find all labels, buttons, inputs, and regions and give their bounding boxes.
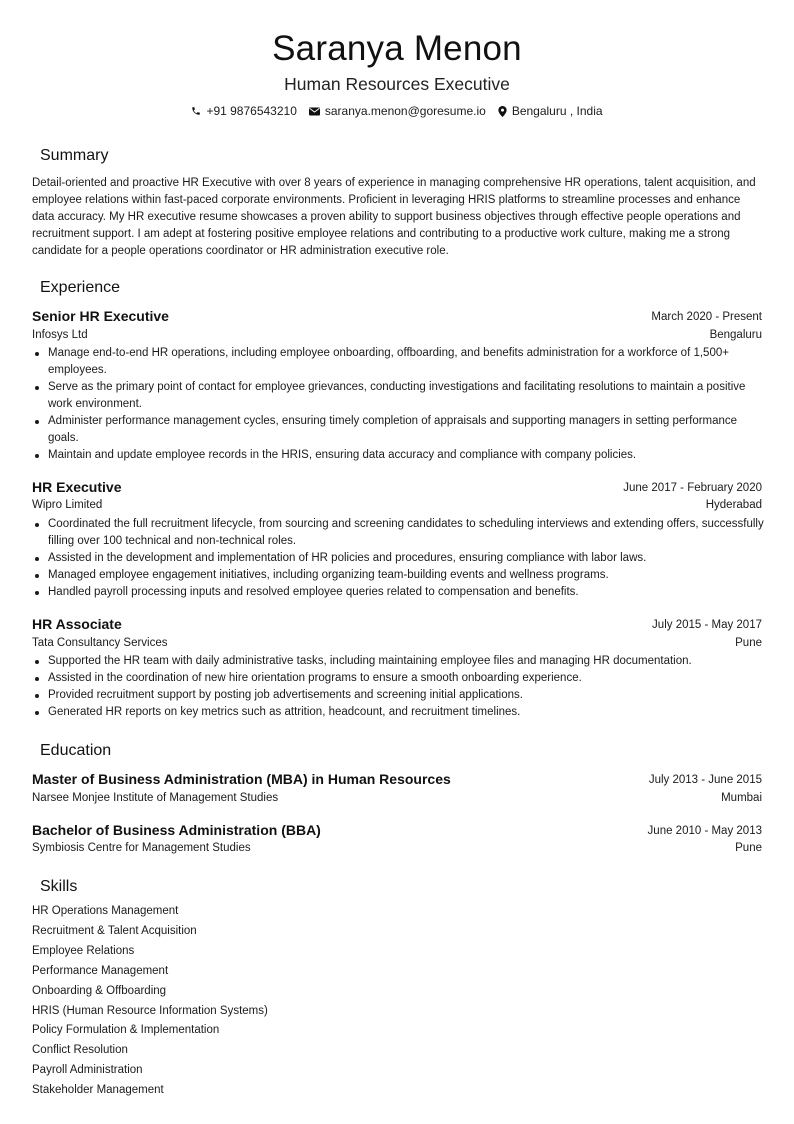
skill-item: HR Operations Management [32, 905, 179, 917]
job-company: Tata Consultancy Services [32, 637, 168, 649]
skill-item: Employee Relations [32, 944, 135, 957]
resume-header [0, 28, 794, 119]
job-location: Hyderabad [705, 499, 762, 511]
skills-heading: Skills [40, 878, 78, 895]
job-bullet: Generated HR reports on key metrics such as attrition, headcount, and recruitment timelines. [32, 704, 764, 721]
job-title: Senior HR Executive [32, 308, 169, 324]
contact-location [498, 103, 603, 119]
location-text: Bengaluru , India [511, 104, 603, 118]
job-bullet: Assisted in the development and implementation of HR policies and procedures, ensuring compliance with labor laws. [32, 550, 764, 567]
job-bullet: Provided recruitment support by posting job advertisements and screening initial applications. [32, 687, 764, 704]
job-date: March 2020 - Present [651, 311, 762, 323]
skill-item: Payroll Administration [32, 1064, 143, 1077]
school-location: Pune [735, 842, 762, 854]
job-bullet-list [32, 516, 764, 601]
job-date: June 2017 - February 2020 [623, 482, 762, 494]
job-title: HR Executive [32, 479, 122, 495]
job-bullet: Serve as the primary point of contact for employee grievances, conducting investigations and facilitating resolutions to maintain a positive work environment. [32, 379, 764, 413]
job-bullet-list [32, 345, 764, 464]
contact-email [309, 103, 486, 119]
education-heading: Education [40, 742, 112, 759]
location-pin-icon [498, 106, 507, 117]
job-bullet-list [32, 653, 764, 721]
job-location: Bengaluru [709, 329, 762, 341]
envelope-icon [309, 107, 320, 116]
job-company: Infosys Ltd [32, 329, 88, 341]
skill-item: Stakeholder Management [32, 1084, 164, 1097]
job-location: Pune [735, 637, 762, 649]
degree-title: Master of Business Administration (MBA) in Human Resources [32, 771, 451, 787]
summary-heading: Summary [40, 147, 109, 164]
job-date: July 2015 - May 2017 [652, 619, 762, 631]
phone-number: +91 9876543210 [206, 104, 297, 118]
summary-text: Detail-oriented and proactive HR Executive with over 8 years of experience in managing comprehensive HR operations, talent acquisition, and employee relations within fast-paced corporate environments. Proficient in leveraging HRIS platforms to streamline processes and enhance data accuracy. My HR executive resume showcases a proven ability to support business objectives through effective people operations and recruitment support. I am adept at fostering positive employee relations and contributing to a productive work culture, making me a strong candidate for a people operations coordinator or HR administration executive role. [32, 177, 756, 257]
candidate-name: Saranya Menon [272, 29, 522, 68]
contact-line [0, 103, 794, 119]
school-name: Symbiosis Centre for Management Studies [32, 842, 251, 854]
skill-item: Conflict Resolution [32, 1044, 128, 1057]
job-bullet: Coordinated the full recruitment lifecycle, from sourcing and screening candidates to scheduling interviews and extending offers, successfully filling over 100 technical and non-technical roles. [32, 516, 764, 550]
school-name: Narsee Monjee Institute of Management Studies [32, 792, 279, 804]
education-date: July 2013 - June 2015 [648, 774, 762, 786]
job-bullet: Assisted in the coordination of new hire orientation programs to ensure a smooth onboarding experience. [32, 670, 764, 687]
job-bullet: Handled payroll processing inputs and resolved employee queries related to compensation and benefits. [32, 584, 764, 601]
job-bullet: Supported the HR team with daily administrative tasks, including maintaining employee files and managing HR documentation. [32, 653, 764, 670]
job-company: Wipro Limited [32, 499, 103, 511]
skill-item: Performance Management [32, 964, 169, 977]
skill-item: Recruitment & Talent Acquisition [32, 924, 197, 937]
school-location: Mumbai [721, 792, 762, 804]
skill-item: Onboarding & Offboarding [32, 984, 167, 997]
job-bullet: Managed employee engagement initiatives, including organizing team-building events and wellness programs. [32, 567, 764, 584]
skill-item: Policy Formulation & Implementation [32, 1024, 220, 1037]
email-address: saranya.menon@goresume.io [324, 104, 486, 118]
job-title: HR Associate [32, 616, 122, 632]
education-date: June 2010 - May 2013 [647, 825, 762, 837]
phone-icon [191, 106, 201, 116]
skills-list [32, 902, 268, 1101]
degree-title: Bachelor of Business Administration (BBA) [32, 822, 321, 838]
job-bullet: Maintain and update employee records in the HRIS, ensuring data accuracy and compliance with company policies. [32, 447, 764, 464]
skill-item: HRIS (Human Resource Information Systems) [32, 1004, 268, 1017]
candidate-role: Human Resources Executive [284, 74, 510, 94]
experience-heading: Experience [40, 279, 121, 296]
job-bullet: Manage end-to-end HR operations, including employee onboarding, offboarding, and benefits administration for a workforce of 1,500+ employees. [32, 345, 764, 379]
job-bullet: Administer performance management cycles, ensuring timely completion of appraisals and supporting managers in setting performance goals. [32, 413, 764, 447]
contact-phone [191, 103, 296, 119]
